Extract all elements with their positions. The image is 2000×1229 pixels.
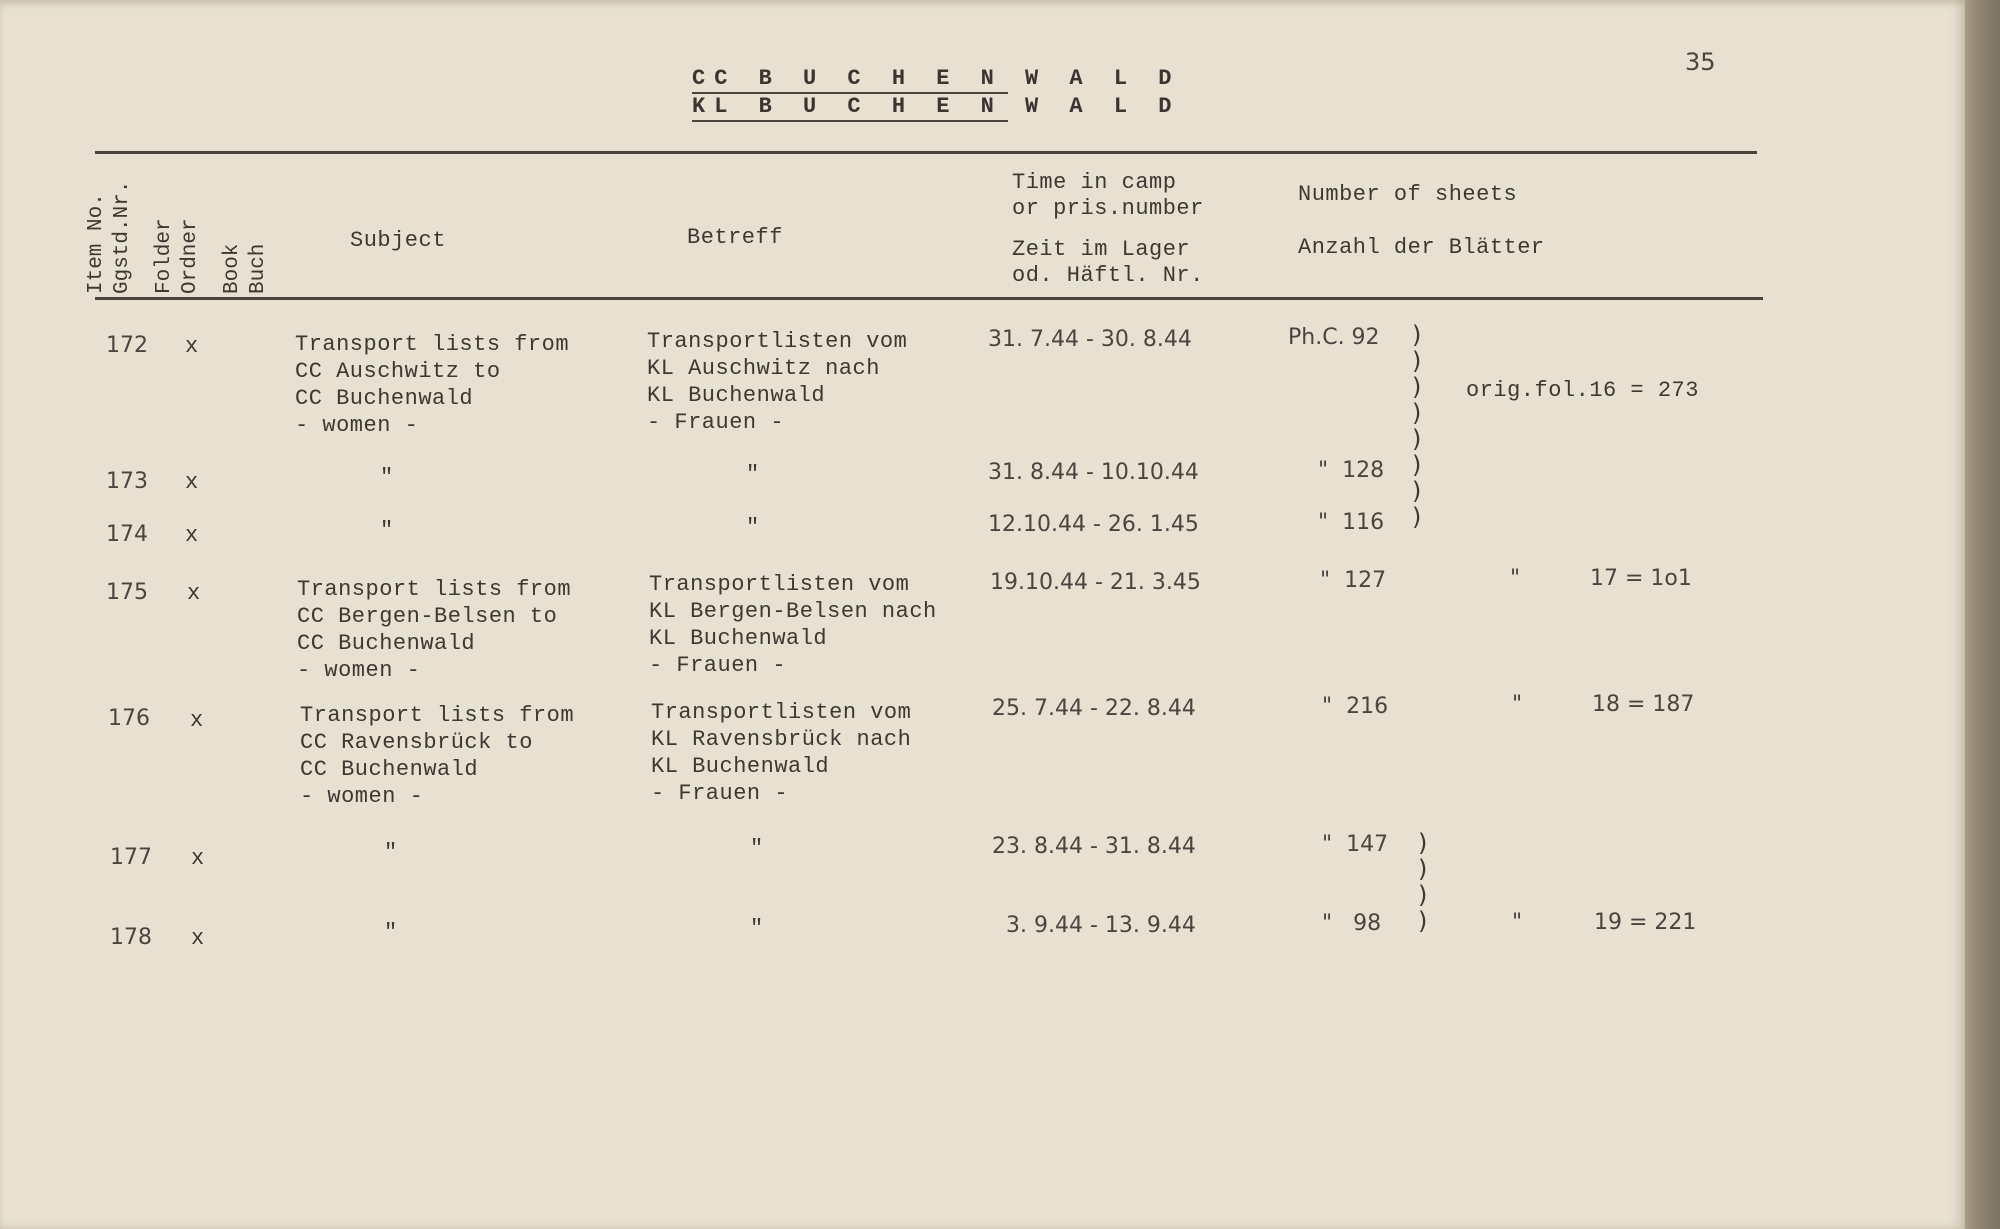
- header-time-en-1: Time in camp: [1012, 170, 1177, 195]
- item-number: 174: [106, 522, 148, 547]
- time-in-camp: 3. 9.44 - 13. 9.44: [1006, 913, 1196, 938]
- betreff-line: KL Ravensbrück nach: [651, 727, 912, 752]
- title-underline-2: [692, 120, 1008, 122]
- bracket-glyph: ): [1418, 855, 1428, 883]
- betreff-line: Transportlisten vom: [649, 572, 910, 597]
- item-number: 177: [110, 845, 152, 870]
- betreff-ditto: ": [746, 462, 760, 487]
- folio-ditto: ": [1510, 566, 1521, 591]
- header-item-no: Item No.: [85, 193, 108, 294]
- title-english: CC B U C H E N W A L D: [692, 66, 1181, 91]
- betreff-line: KL Buchenwald: [647, 383, 826, 408]
- header-time-de-1: Zeit im Lager: [1012, 237, 1191, 262]
- bracket-glyph: ): [1418, 907, 1428, 935]
- folder-mark: x: [191, 846, 205, 871]
- item-number: 178: [110, 925, 152, 950]
- betreff-ditto: ": [750, 836, 764, 861]
- header-time-de-2: od. Häftl. Nr.: [1012, 263, 1204, 288]
- bracket-glyph: ): [1418, 881, 1428, 909]
- header-ggstd-nr: Ggstd.Nr.: [111, 180, 134, 294]
- subject-line: Transport lists from: [300, 703, 575, 728]
- folder-mark: x: [187, 581, 201, 606]
- bracket-glyph: ): [1412, 373, 1422, 401]
- betreff-line: Transportlisten vom: [647, 329, 908, 354]
- subject-line: - women -: [300, 784, 424, 809]
- betreff-line: - Frauen -: [647, 410, 785, 435]
- sheet-count: " 147: [1322, 832, 1389, 857]
- sheet-count: " 216: [1322, 694, 1389, 719]
- item-number: 175: [106, 580, 148, 605]
- sheet-count: " 128: [1318, 458, 1385, 483]
- time-in-camp: 19.10.44 - 21. 3.45: [990, 570, 1201, 595]
- folder-mark: x: [185, 523, 199, 548]
- betreff-line: - Frauen -: [651, 781, 789, 806]
- subject-line: CC Buchenwald: [297, 631, 476, 656]
- bracket-glyph: ): [1412, 399, 1422, 427]
- folio-total: orig.fol.16 = 273: [1466, 378, 1699, 403]
- betreff-line: Transportlisten vom: [651, 700, 912, 725]
- header-bottom-rule: [95, 297, 1763, 300]
- header-sheets-de: Anzahl der Blätter: [1298, 235, 1545, 260]
- page-number: 35: [1685, 48, 1716, 76]
- page-edge: [1965, 0, 2000, 1229]
- folder-mark: x: [185, 334, 199, 359]
- header-top-rule: [95, 151, 1757, 154]
- subject-line: CC Bergen-Belsen to: [297, 604, 558, 629]
- betreff-line: KL Buchenwald: [651, 754, 830, 779]
- bracket-glyph: ): [1418, 829, 1428, 857]
- betreff-line: KL Auschwitz nach: [647, 356, 880, 381]
- header-time-en-2: or pris.number: [1012, 196, 1204, 221]
- subject-line: CC Auschwitz to: [295, 359, 501, 384]
- time-in-camp: 31. 8.44 - 10.10.44: [988, 460, 1199, 485]
- header-buch: Buch: [247, 243, 270, 294]
- folder-mark: x: [185, 470, 199, 495]
- betreff-line: KL Buchenwald: [649, 626, 828, 651]
- folio-total: 18 = 187: [1592, 692, 1695, 717]
- subject-ditto: ": [380, 465, 394, 490]
- item-number: 173: [106, 469, 148, 494]
- betreff-line: - Frauen -: [649, 653, 787, 678]
- sheet-count: " 127: [1320, 568, 1387, 593]
- header-folder: Folder: [153, 218, 176, 294]
- folio-total: 17 = 1o1: [1590, 566, 1692, 591]
- betreff-ditto: ": [750, 916, 764, 941]
- time-in-camp: 12.10.44 - 26. 1.45: [988, 512, 1199, 537]
- subject-line: CC Ravensbrück to: [300, 730, 533, 755]
- time-in-camp: 25. 7.44 - 22. 8.44: [992, 696, 1196, 721]
- sheet-count: " 116: [1318, 510, 1385, 535]
- sheet-count: " 98: [1322, 911, 1382, 936]
- folder-mark: x: [191, 926, 205, 951]
- folio-ditto: ": [1512, 692, 1523, 717]
- header-subject: Subject: [350, 228, 446, 253]
- bracket-group-2: [1418, 830, 1427, 934]
- betreff-line: KL Bergen-Belsen nach: [649, 599, 937, 624]
- folder-mark: x: [190, 708, 204, 733]
- time-in-camp: 31. 7.44 - 30. 8.44: [988, 327, 1192, 352]
- bracket-glyph: ): [1412, 347, 1422, 375]
- time-in-camp: 23. 8.44 - 31. 8.44: [992, 834, 1196, 859]
- bracket-glyph: ): [1412, 477, 1422, 505]
- subject-line: CC Buchenwald: [295, 386, 474, 411]
- header-betreff: Betreff: [687, 225, 783, 250]
- folio-total: 19 = 221: [1594, 910, 1697, 935]
- sheet-count: Ph.C. 92: [1288, 325, 1380, 350]
- subject-line: CC Buchenwald: [300, 757, 479, 782]
- bracket-glyph: ): [1412, 425, 1422, 453]
- item-number: 172: [106, 333, 148, 358]
- bracket-glyph: ): [1412, 503, 1422, 531]
- subject-line: - women -: [295, 413, 419, 438]
- subject-ditto: ": [384, 840, 398, 865]
- bracket-glyph: ): [1412, 451, 1422, 479]
- subject-ditto: ": [384, 920, 398, 945]
- subject-line: - women -: [297, 658, 421, 683]
- header-book: Book: [221, 243, 244, 294]
- subject-ditto: ": [380, 518, 394, 543]
- header-ordner: Ordner: [179, 218, 202, 294]
- bracket-glyph: ): [1412, 321, 1422, 349]
- bracket-group-1: [1412, 322, 1421, 530]
- subject-line: Transport lists from: [297, 577, 572, 602]
- header-sheets-en: Number of sheets: [1298, 182, 1518, 207]
- subject-line: Transport lists from: [295, 332, 570, 357]
- title-german: KL B U C H E N W A L D: [692, 94, 1181, 119]
- item-number: 176: [108, 706, 150, 731]
- folio-ditto: ": [1512, 910, 1523, 935]
- betreff-ditto: ": [746, 515, 760, 540]
